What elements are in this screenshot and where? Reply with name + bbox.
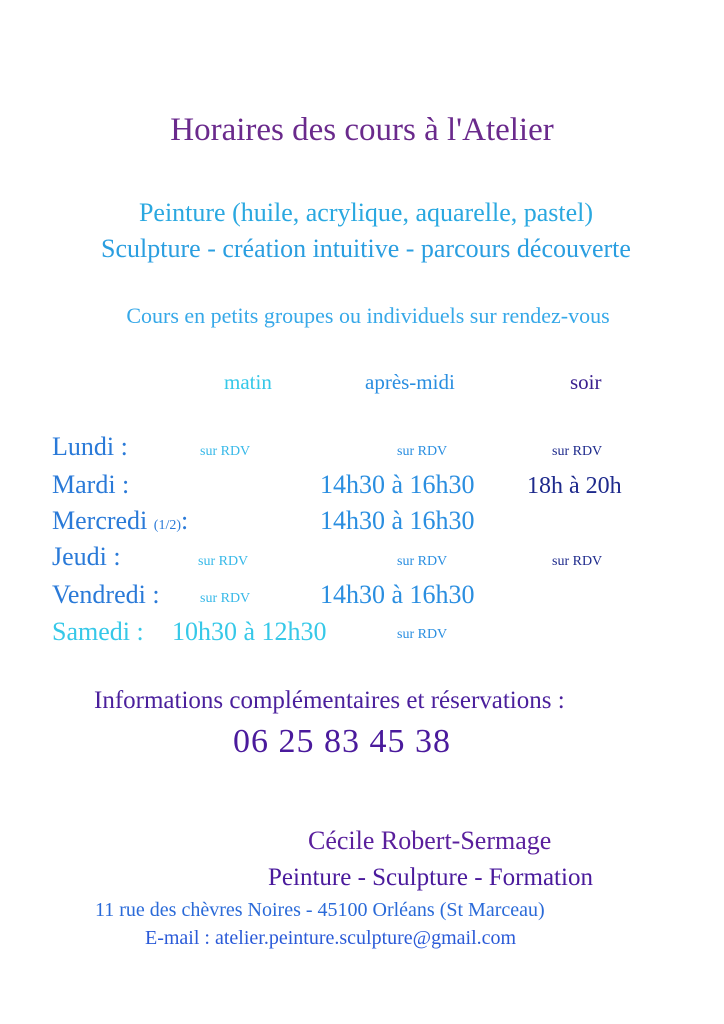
column-header-soir: soir <box>570 370 602 394</box>
mercredi-label: Mercredi <box>52 506 154 535</box>
samedi-apres-midi: sur RDV <box>397 627 448 642</box>
contact-address: 11 rue des chèvres Noires - 45100 Orléans (St Marceau) <box>95 899 545 921</box>
jeudi-apres-midi: sur RDV <box>397 554 448 569</box>
mercredi-colon: : <box>181 506 189 535</box>
mercredi-note: (1/2) <box>153 518 181 533</box>
mardi-apres-midi: 14h30 à 16h30 <box>320 470 475 499</box>
contact-name: Cécile Robert-Sermage <box>308 826 552 855</box>
column-header-apres-midi: après-midi <box>365 370 455 394</box>
groups-note: Cours en petits groupes ou individuels sur rendez-vous <box>126 303 610 328</box>
vendredi-apres-midi: 14h30 à 16h30 <box>320 580 475 609</box>
day-lundi: Lundi : <box>52 432 128 461</box>
info-label: Informations complémentaires et réservations : <box>94 687 565 714</box>
jeudi-matin: sur RDV <box>198 554 249 569</box>
vendredi-matin: sur RDV <box>200 591 251 606</box>
day-samedi: Samedi : <box>52 617 144 646</box>
lundi-soir: sur RDV <box>552 444 603 459</box>
day-vendredi: Vendredi : <box>52 580 160 609</box>
contact-email[interactable]: E-mail : atelier.peinture.sculpture@gmail.com <box>145 927 517 949</box>
day-mardi: Mardi : <box>52 470 130 499</box>
day-mercredi <box>52 508 188 534</box>
page-title: Horaires des cours à l'Atelier <box>170 112 554 148</box>
samedi-matin: 10h30 à 12h30 <box>172 617 327 646</box>
disciplines-line-2: Sculpture - création intuitive - parcours découverte <box>101 234 631 263</box>
mercredi-apres-midi: 14h30 à 16h30 <box>320 506 475 535</box>
disciplines-line-1: Peinture (huile, acrylique, aquarelle, pastel) <box>138 198 594 227</box>
phone-number[interactable]: 06 25 83 45 38 <box>233 723 451 760</box>
lundi-apres-midi: sur RDV <box>397 444 448 459</box>
mardi-soir: 18h à 20h <box>527 473 622 499</box>
contact-profession: Peinture - Sculpture - Formation <box>268 864 593 891</box>
lundi-matin: sur RDV <box>200 444 251 459</box>
column-header-matin: matin <box>224 370 272 394</box>
day-jeudi: Jeudi : <box>52 542 121 571</box>
jeudi-soir: sur RDV <box>552 554 603 569</box>
